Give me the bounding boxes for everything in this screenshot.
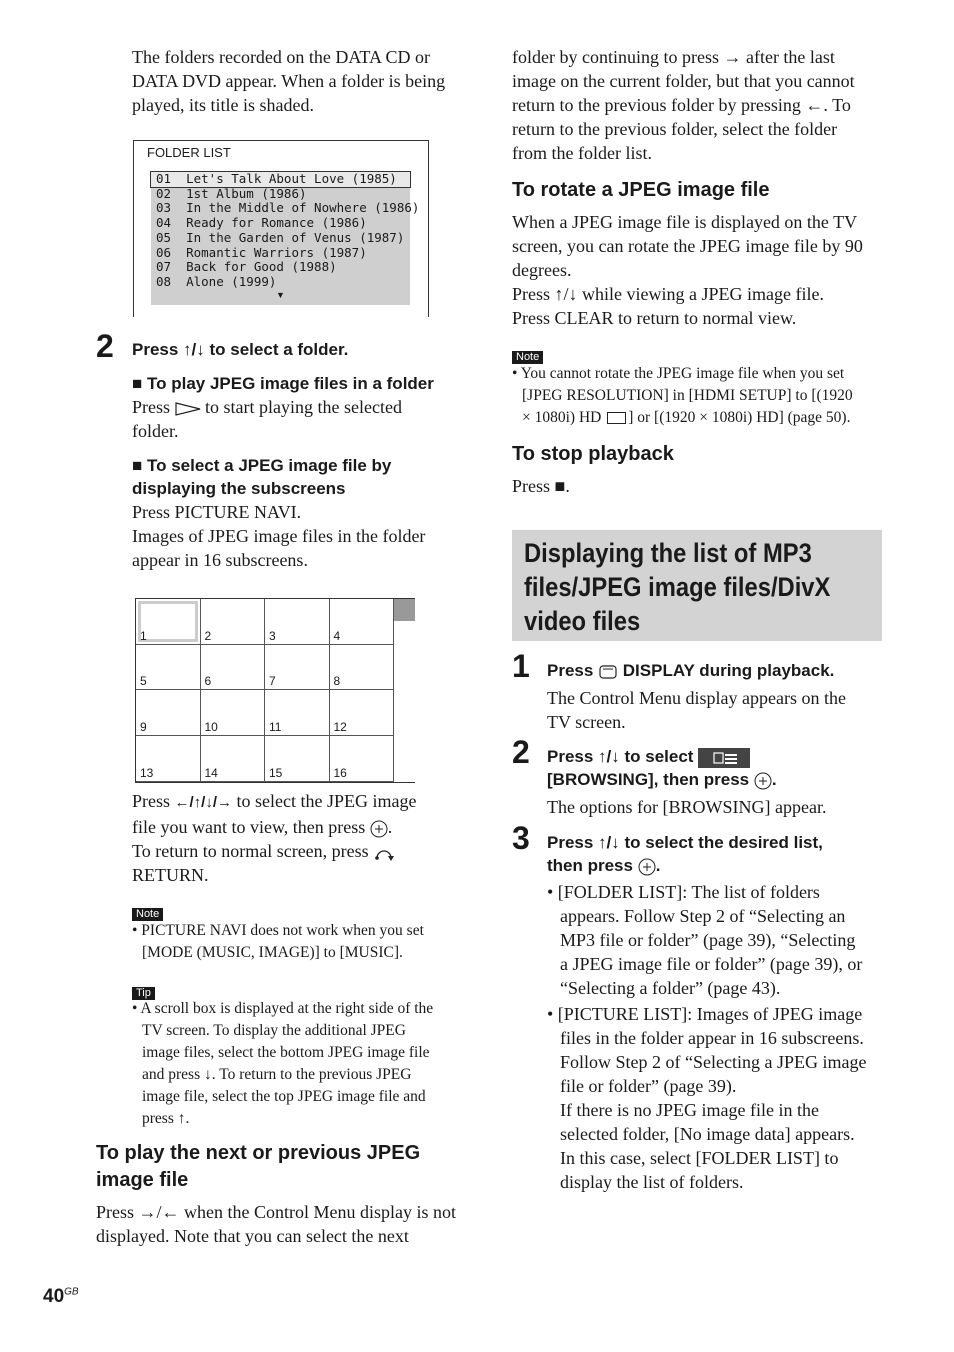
text: then press	[547, 856, 638, 875]
subscreen-number: 14	[204, 765, 218, 780]
folder-item-selected[interactable]: 01 Let's Talk About Love (1985)	[151, 172, 410, 187]
subheading-subscreens	[132, 454, 391, 500]
subscreen-number: 7	[269, 674, 276, 689]
step-description: The options for [BROWSING] appear.	[547, 797, 827, 817]
text: files/JPEG image files/DivX	[524, 572, 831, 602]
step-instruction	[132, 338, 348, 361]
text: return to the previous folder, select the folder	[512, 119, 838, 139]
stop-text: Press ■.	[512, 476, 570, 496]
folder-list-title: FOLDER LIST	[147, 145, 231, 160]
text: files in the folder appear in 16 subscreens.	[560, 1028, 864, 1048]
play-folder-text	[132, 395, 477, 443]
intro-line: DATA DVD appear. When a folder is being	[132, 71, 446, 91]
text: Press	[132, 791, 175, 811]
text: TV screen. To display the additional JPEG	[142, 1022, 406, 1039]
subscreen-cell[interactable]	[330, 690, 395, 736]
subscreen-number: 1	[140, 628, 147, 643]
text: • You cannot rotate the JPEG image file when you set	[512, 365, 845, 382]
bullet-picture-list: • [PICTURE LIST]: Images of JPEG image	[547, 1004, 863, 1024]
subscreen-number: 2	[204, 628, 212, 643]
text: image files, select the bottom JPEG image file	[142, 1044, 430, 1061]
step-number: 3	[512, 820, 530, 856]
text: Press ↑/↓ to select	[547, 747, 699, 766]
text: × 1080i) HD	[522, 409, 606, 426]
text: file you want to view, then press	[132, 817, 370, 837]
text: To return to normal screen, press	[132, 841, 374, 861]
subscreen-number: 11	[269, 720, 282, 735]
folder-list-screen	[133, 140, 429, 318]
text: [JPEG RESOLUTION] in [HDMI SETUP] to [(1920	[522, 387, 853, 404]
intro-line: played, its title is shaded.	[132, 95, 314, 115]
scroll-thumb[interactable]	[394, 599, 415, 621]
text: • A scroll box is displayed at the right side of the	[132, 1000, 434, 1017]
subscreen-cell[interactable]	[265, 690, 330, 736]
subscreen-cell[interactable]	[136, 645, 201, 691]
subscreen-cell[interactable]	[201, 645, 266, 691]
text: video files	[524, 606, 641, 636]
text: .	[771, 770, 777, 789]
text: displaying the subscreens	[132, 479, 346, 498]
subscreen-number: 12	[333, 720, 347, 735]
browsing-icon	[698, 748, 750, 768]
step-description	[547, 686, 892, 734]
subscreen-number: 6	[204, 674, 212, 689]
enter-button-icon	[370, 820, 388, 838]
subscreen-number: 3	[269, 628, 276, 643]
heading-next-previous	[96, 1140, 420, 1194]
text: • PICTURE NAVI does not work when you set	[132, 922, 424, 939]
note-label: Note	[132, 908, 163, 921]
display-button-icon	[598, 664, 618, 680]
text: .	[387, 817, 393, 837]
page-num: 40	[43, 1286, 65, 1307]
text: screen, you can rotate the JPEG image file by 90	[512, 236, 863, 256]
heading-rotate: To rotate a JPEG image file	[512, 179, 770, 201]
subscreen-number: 9	[140, 720, 147, 735]
heading-stop: To stop playback	[512, 443, 674, 465]
text: return to the previous folder by pressing ←. To	[512, 95, 851, 115]
text: image on the current folder, but that you cannot	[512, 71, 855, 91]
folder-item[interactable]: 04 Ready for Romance (1986)	[156, 215, 367, 231]
text: from the folder list.	[512, 143, 652, 163]
subscreen-cell[interactable]	[136, 599, 201, 645]
subscreen-number: 15	[269, 765, 283, 780]
bullet-folder-list: • [FOLDER LIST]: The list of folders	[547, 882, 820, 902]
text: DISPLAY during playback.	[618, 661, 835, 680]
text: MP3 file or folder” (page 39), “Selecting	[560, 930, 856, 950]
scroll-box[interactable]	[393, 599, 415, 782]
subscreen-cell[interactable]	[265, 645, 330, 691]
subscreen-cell[interactable]	[201, 736, 266, 782]
text: Follow Step 2 of “Selecting a JPEG image	[560, 1052, 867, 1072]
step-number: 2	[96, 328, 114, 364]
widescreen-icon	[607, 412, 626, 424]
text: ] or [(1920 × 1080i) HD] (page 50).	[628, 409, 851, 426]
text: Displaying the list of MP3	[524, 538, 812, 568]
direction-arrows-icon: ←/↑/↓/→	[174, 794, 233, 811]
step-instruction	[547, 745, 777, 791]
note-label: Note	[512, 351, 543, 364]
step-text: to select a folder.	[204, 340, 349, 359]
subscreen-cell[interactable]	[136, 690, 201, 736]
text: If there is no JPEG image file in the	[560, 1100, 819, 1120]
return-icon	[373, 844, 399, 862]
subscreens-text	[132, 500, 477, 572]
section-banner	[512, 530, 882, 641]
subscreen-cell[interactable]	[201, 599, 266, 645]
text: to select the JPEG image	[232, 791, 417, 811]
continued-text	[512, 45, 892, 165]
text: When a JPEG image file is displayed on the TV	[512, 212, 858, 232]
screen-bottom-mask	[133, 317, 429, 319]
text: TV screen.	[547, 712, 626, 732]
text: folder by continuing to press → after the last	[512, 47, 835, 67]
step-number: 2	[512, 734, 530, 770]
step-instruction	[547, 659, 834, 682]
select-jpeg-text	[132, 789, 477, 887]
text: Press →/← when the Control Menu display is not	[96, 1202, 456, 1222]
subheading-play-folder: ■ To play JPEG image files in a folder	[132, 374, 434, 393]
text: [BROWSING], then press	[547, 770, 754, 789]
subscreen-number: 4	[333, 628, 341, 643]
text: display the list of folders.	[560, 1172, 744, 1192]
step-number: 1	[512, 648, 530, 684]
text: Press ↑/↓ to select the desired list,	[547, 833, 823, 852]
text: degrees.	[512, 260, 572, 280]
play-icon	[175, 402, 201, 416]
subscreen-cell[interactable]	[330, 599, 395, 645]
text: [MODE (MUSIC, IMAGE)] to [MUSIC].	[142, 944, 403, 961]
page-suffix: GB	[64, 1286, 79, 1298]
subscreen-cell[interactable]	[265, 736, 330, 782]
text: Press PICTURE NAVI.	[132, 502, 302, 522]
folder-item[interactable]: 05 In the Garden of Venus (1987)	[156, 229, 405, 245]
folder-item[interactable]: 08 Alone (1999)	[156, 273, 277, 289]
text: Press	[132, 397, 175, 417]
text: press ↑.	[142, 1110, 190, 1127]
folder-item[interactable]: 06 Romantic Warriors (1987)	[156, 244, 367, 260]
tip-label: Tip	[132, 987, 155, 1000]
note-text	[512, 363, 892, 429]
enter-button-icon	[638, 858, 656, 876]
tip-text	[132, 998, 477, 1130]
folder-list-panel	[151, 171, 420, 305]
page-number	[43, 1286, 79, 1308]
subscreen-number: 5	[140, 674, 147, 689]
subscreen-cell[interactable]	[136, 736, 201, 782]
text: .	[655, 856, 661, 875]
text: image file	[96, 1169, 189, 1191]
note-text	[132, 920, 477, 964]
text: appear in 16 subscreens.	[132, 550, 308, 570]
next-previous-text	[96, 1200, 476, 1248]
section-title	[524, 536, 876, 638]
text: Press ↑/↓ while viewing a JPEG image file.	[512, 284, 824, 304]
text: In this case, select [FOLDER LIST] to	[560, 1148, 839, 1168]
text: folder.	[132, 421, 179, 441]
step-instruction	[547, 831, 823, 877]
subscreen-number: 13	[140, 765, 154, 780]
folder-item[interactable]: 03 In the Middle of Nowhere (1986)	[156, 200, 420, 216]
subscreen-cell[interactable]	[265, 599, 330, 645]
list-options	[547, 880, 892, 1194]
text: file or folder” (page 39).	[560, 1076, 737, 1096]
text: “Selecting a folder” (page 43).	[560, 978, 781, 998]
text: image file, select the top JPEG image file and	[142, 1088, 426, 1105]
folder-item[interactable]: 02 1st Album (1986)	[156, 185, 307, 201]
subscreen-number: 16	[333, 765, 347, 780]
text: appears. Follow Step 2 of “Selecting an	[560, 906, 846, 926]
text: selected folder, [No image data] appears.	[560, 1124, 855, 1144]
text: to start playing the selected	[200, 397, 402, 417]
rotate-text	[512, 210, 892, 330]
text: Press CLEAR to return to normal view.	[512, 308, 797, 328]
text: To play the next or previous JPEG	[96, 1142, 421, 1164]
text: a JPEG image file or folder” (page 39), or	[560, 954, 863, 974]
intro-line: The folders recorded on the DATA CD or	[132, 47, 430, 67]
enter-button-icon	[754, 772, 772, 790]
subscreen-number: 10	[204, 720, 218, 735]
text: Press	[547, 661, 599, 680]
text: RETURN.	[132, 865, 209, 885]
picture-navi-grid	[135, 598, 415, 783]
subscreen-cell[interactable]	[201, 690, 266, 736]
subscreen-number: 8	[333, 674, 341, 689]
text: displayed. Note that you can select the next	[96, 1226, 409, 1246]
subscreen-cell[interactable]	[330, 645, 395, 691]
text: and press ↓. To return to the previous JPEG	[142, 1066, 412, 1083]
scroll-down-arrow-icon: ▼	[276, 289, 285, 300]
folder-item[interactable]: 07 Back for Good (1988)	[156, 259, 337, 275]
up-down-arrows-icon: ↑/↓	[183, 340, 205, 359]
text: The Control Menu display appears on the	[547, 688, 846, 708]
text: Images of JPEG image files in the folder	[132, 526, 426, 546]
step-text: Press	[132, 340, 184, 359]
intro-text	[132, 45, 477, 117]
text: ■ To select a JPEG image file by	[132, 456, 392, 475]
subscreen-cell[interactable]	[330, 736, 395, 782]
